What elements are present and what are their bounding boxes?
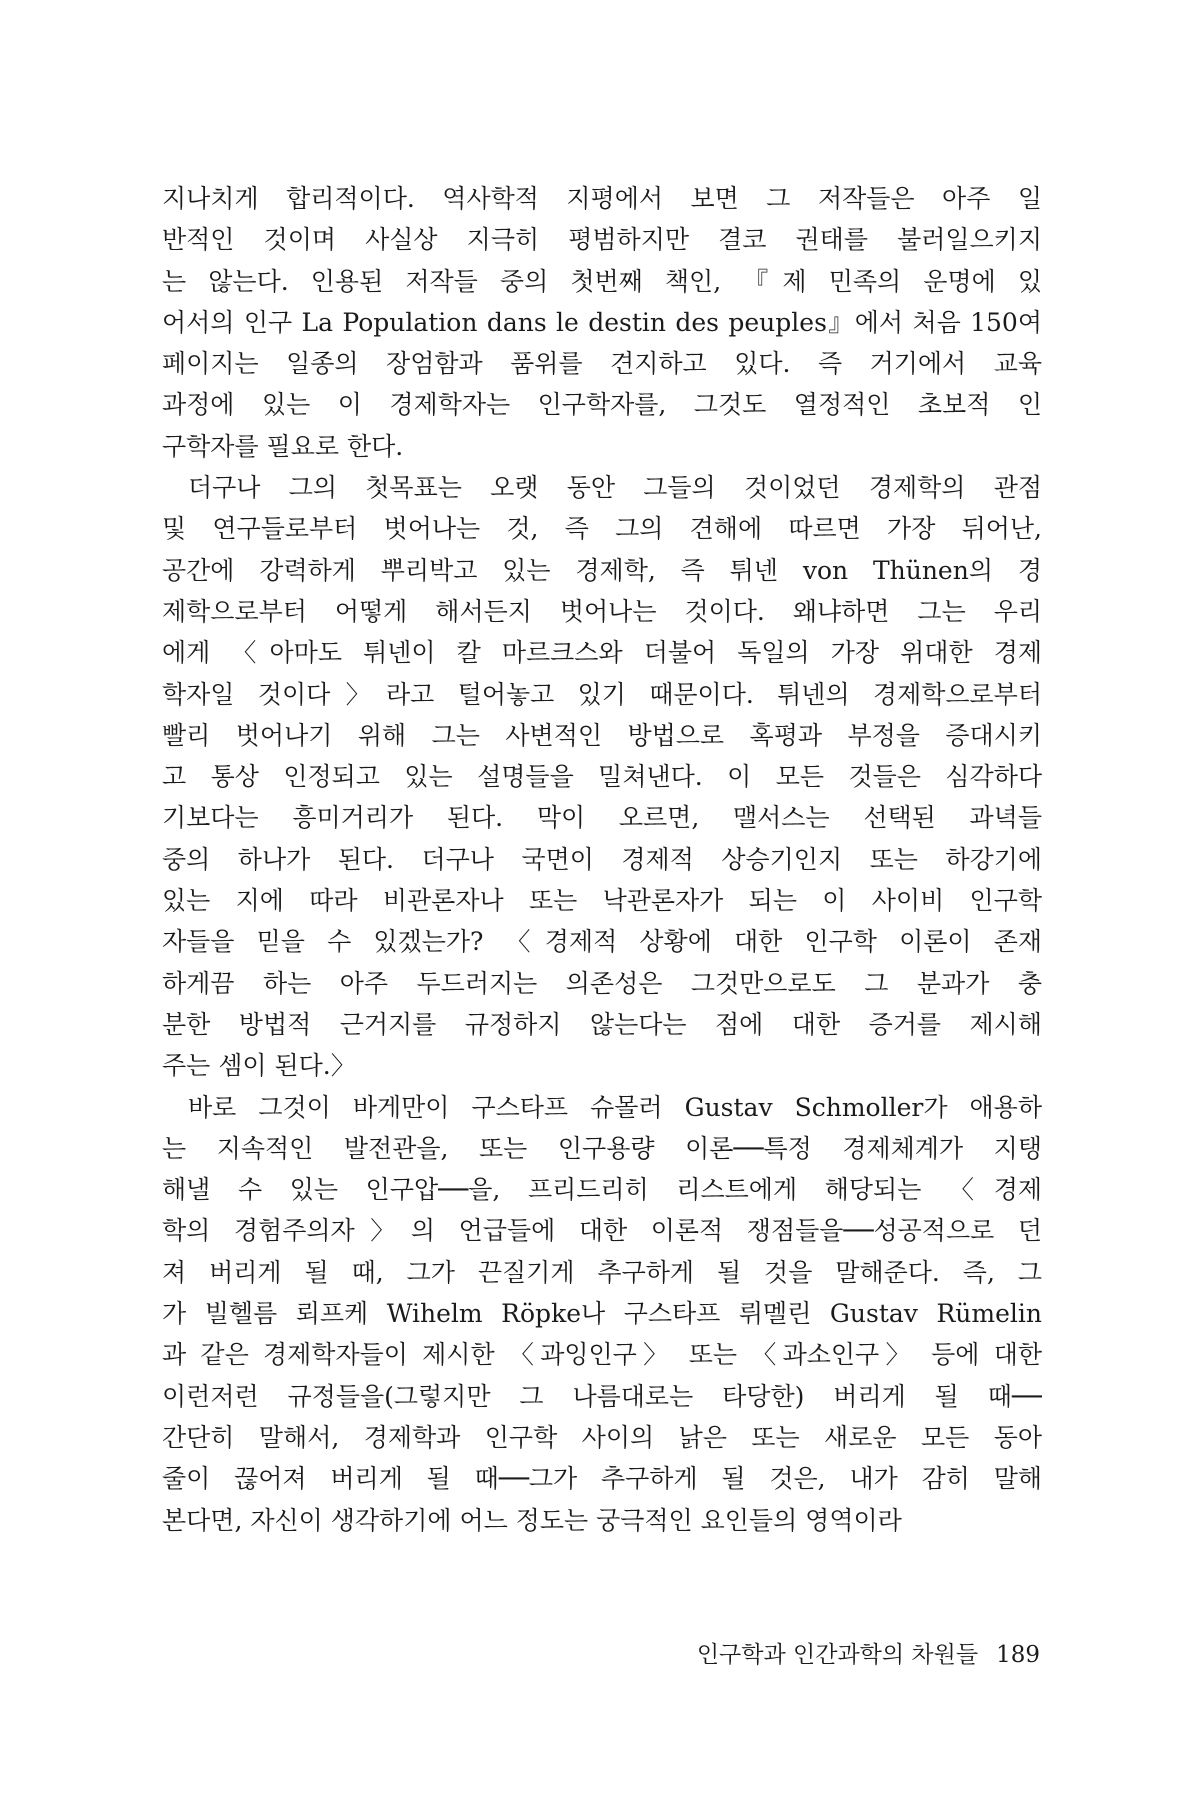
text-line: 과정에 있는 이 경제학자는 인구학자를, 그것도 열정적인 초보적 인 [162, 390, 1042, 420]
text-line: 학자일 것이다〉라고 털어놓고 있기 때문이다. 튀넨의 경제학으로부터 [162, 679, 1042, 709]
text-line: 제학으로부터 어떻게 해서든지 벗어나는 것이다. 왜냐하면 그는 우리 [162, 596, 1042, 626]
paragraph [162, 178, 1042, 467]
text-line: 있는 지에 따라 비관론자나 또는 낙관론자가 되는 이 사이비 인구학 [162, 886, 1042, 916]
text-line: 중의 하나가 된다. 더구나 국면이 경제적 상승기인지 또는 하강기에 [162, 844, 1042, 874]
text-line: 가 빌헬름 뢰프케 Wihelm Röpke나 구스타프 뤼멜린 Gustav Rümelin [162, 1299, 1042, 1329]
text-line: 더구나 그의 첫목표는 오랫 동안 그들의 것이었던 경제학의 관점 [188, 473, 1042, 503]
text-line: 줄이 끊어져 버리게 될 때──그가 추구하게 될 것은, 내가 감히 말해 [162, 1464, 1042, 1494]
page-footer [697, 1636, 1040, 1669]
page-number: 189 [996, 1642, 1040, 1668]
text-line: 어서의 인구 La Population dans le destin des peuples』에서 처음 150여 [162, 307, 1042, 337]
text-line: 과 같은 경제학자들이 제시한 〈과잉인구〉 또는 〈과소인구〉 등에 대한 [162, 1340, 1042, 1370]
paragraph [162, 467, 1042, 1086]
text-line: 지나치게 합리적이다. 역사학적 지평에서 보면 그 저작들은 아주 일 [162, 184, 1042, 213]
text-line: 하게끔 하는 아주 두드러지는 의존성은 그것만으로도 그 분과가 충 [162, 968, 1042, 998]
text-line: 는 지속적인 발전관을, 또는 인구용량 이론──특정 경제체계가 지탱 [162, 1133, 1042, 1163]
text-line: 는 않는다. 인용된 저작들 중의 첫번째 책인, 『제 민족의 운명에 있 [162, 266, 1042, 296]
text-line: 공간에 강력하게 뿌리박고 있는 경제학, 즉 튀넨 von Thünen의 경 [162, 555, 1042, 585]
text-line: 페이지는 일종의 장엄함과 품위를 견지하고 있다. 즉 거기에서 교육 [162, 349, 1042, 379]
running-title: 인구학과 인간과학의 차원들 [696, 1642, 979, 1668]
text-line: 져 버리게 될 때, 그가 끈질기게 추구하게 될 것을 말해준다. 즉, 그 [162, 1257, 1042, 1287]
text-line: 기보다는 흥미거리가 된다. 막이 오르면, 맬서스는 선택된 과녁들 [162, 803, 1042, 833]
text-line: 간단히 말해서, 경제학과 인구학 사이의 낡은 또는 새로운 모든 동아 [162, 1422, 1042, 1452]
text-line: 학의 경험주의자〉의 언급들에 대한 이론적 쟁점들을──성공적으로 던 [162, 1216, 1042, 1246]
text-line: 본다면, 자신이 생각하기에 어느 정도는 궁극적인 요인들의 영역이라 [162, 1505, 902, 1535]
text-line: 이런저런 규정들을(그렇지만 그 나름대로는 타당한) 버리게 될 때── [162, 1381, 1042, 1411]
text-line: 주는 셈이 된다.〉 [162, 1051, 356, 1081]
text-line: 고 통상 인정되고 있는 설명들을 밀쳐낸다. 이 모든 것들은 심각하다 [162, 762, 1042, 792]
paragraph [162, 1087, 1042, 1541]
text-line: 바로 그것이 바게만이 구스타프 슈몰러 Gustav Schmoller가 애용하 [188, 1092, 1042, 1122]
text-line: 빨리 벗어나기 위해 그는 사변적인 방법으로 혹평과 부정을 증대시키 [162, 720, 1042, 750]
text-line: 반적인 것이며 사실상 지극히 평범하지만 결코 권태를 불러일으키지 [162, 225, 1042, 255]
text-line: 에게 〈아마도 튀넨이 칼 마르크스와 더불어 독일의 가장 위대한 경제 [162, 638, 1042, 668]
text-line: 구학자를 필요로 한다. [162, 431, 404, 461]
text-line: 분한 방법적 근거지를 규정하지 않는다는 점에 대한 증거를 제시해 [162, 1009, 1042, 1039]
text-line: 자들을 믿을 수 있겠는가? 〈경제적 상황에 대한 인구학 이론이 존재 [162, 927, 1042, 957]
text-line: 해낼 수 있는 인구압──을, 프리드리히 리스트에게 해당되는 〈경제 [162, 1175, 1042, 1205]
body-text [162, 178, 1042, 1541]
text-line: 및 연구들로부터 벗어나는 것, 즉 그의 견해에 따르면 가장 뒤어난, [162, 514, 1042, 544]
